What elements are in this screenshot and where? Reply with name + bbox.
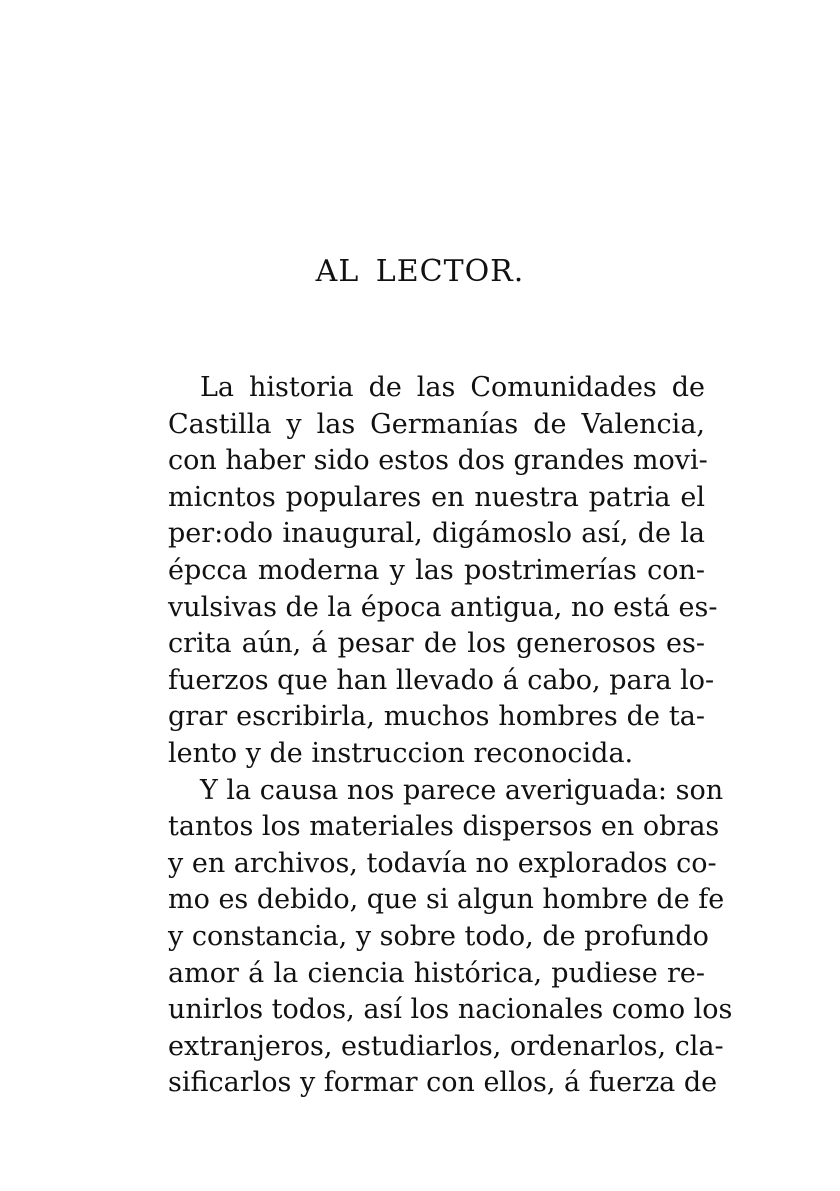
text-line: y constancia, y sobre todo, de profundo (168, 920, 709, 952)
text-line: La historia de las Comunidades de (200, 372, 705, 403)
text-line: Y la causa nos parece averiguada: son (200, 774, 724, 806)
text-line: mo es debido, que si algun hombre de fe (168, 884, 725, 916)
page-heading: AL LECTOR. (315, 254, 525, 289)
text-line: fuerzos que han llevado á cabo, para lo- (168, 664, 715, 696)
text-line: amor á la ciencia histórica, pudiese re- (168, 957, 705, 989)
text-line: per:odo inaugural, digámoslo así, de la (168, 518, 705, 550)
text-line: micntos populares en nuestra patria el (168, 481, 705, 513)
text-line: vulsivas de la época antigua, no está es- (168, 591, 718, 623)
text-line: extranjeros, estudiarlos, ordenarlos, cla- (168, 1030, 724, 1062)
body-text (168, 370, 733, 1102)
text-line: grar escribirla, muchos hombres de ta- (168, 701, 705, 733)
text-line: sificarlos y formar con ellos, á fuerza de (168, 1067, 718, 1099)
text-line: crita aún, á pesar de los generosos es- (168, 628, 705, 660)
text-line: con haber sido estos dos grandes movi- (168, 445, 708, 477)
text-line: Castilla y las Germanías de Valencia, (168, 408, 705, 440)
text-line: tantos los materiales dispersos en obras (168, 811, 720, 843)
paragraph-2 (168, 773, 733, 1102)
text-line: épcca moderna y las postrimerías con- (168, 554, 705, 586)
text-line: unirlos todos, así los nacionales como los (168, 994, 733, 1026)
paragraph-1 (168, 370, 718, 773)
text-line: y en archivos, todavía no explorados co- (168, 847, 717, 879)
text-line: lento y de instruccion reconocida. (168, 737, 634, 769)
